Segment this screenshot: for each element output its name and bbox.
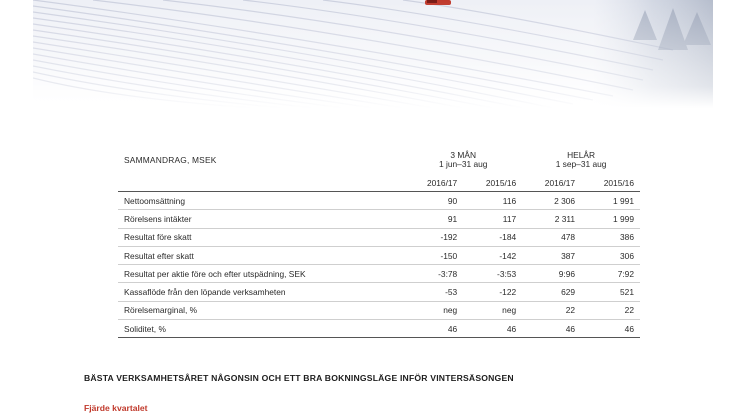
group-header-quarter: 3 MÅN 1 jun–31 aug xyxy=(439,150,488,169)
cell-value: 46 xyxy=(581,320,640,338)
cell-value: 387 xyxy=(522,246,581,264)
cell-value: 9:96 xyxy=(522,265,581,283)
cell-value: neg xyxy=(463,301,522,319)
table-row xyxy=(118,320,640,338)
cell-value: 306 xyxy=(581,246,640,264)
cell-value: 116 xyxy=(463,192,522,210)
column-header: 2016/17 xyxy=(522,174,581,192)
main-heading: BÄSTA VERKSAMHETSÅRET NÅGONSIN OCH ETT BRA BOKNINGSLÄGE INFÖR VINTERSÄSONGEN xyxy=(84,373,514,383)
cell-value: 386 xyxy=(581,228,640,246)
cell-value: 1 999 xyxy=(581,210,640,228)
ski-slope-photo xyxy=(33,0,713,108)
row-label: Resultat efter skatt xyxy=(118,246,404,264)
cell-value: 46 xyxy=(404,320,463,338)
group-header-fullyear: HELÅR 1 sep–31 aug xyxy=(555,150,607,169)
cell-value: -150 xyxy=(404,246,463,264)
cell-value: -53 xyxy=(404,283,463,301)
slope-grooming-lines xyxy=(33,0,713,108)
cell-value: -3:53 xyxy=(463,265,522,283)
column-header: 2015/16 xyxy=(463,174,522,192)
cell-value: 22 xyxy=(522,301,581,319)
column-header: 2016/17 xyxy=(404,174,463,192)
summary-table xyxy=(118,146,640,338)
cell-value: 90 xyxy=(404,192,463,210)
cell-value: 521 xyxy=(581,283,640,301)
cell-value: 117 xyxy=(463,210,522,228)
cell-value: 46 xyxy=(522,320,581,338)
cell-value: 46 xyxy=(463,320,522,338)
table-row xyxy=(118,283,640,301)
row-label: Resultat per aktie före och efter utspädning, SEK xyxy=(118,265,404,283)
table-title: SAMMANDRAG, MSEK xyxy=(124,155,217,165)
row-label: Soliditet, % xyxy=(118,320,404,338)
row-label: Kassaflöde från den löpande verksamheten xyxy=(118,283,404,301)
table-row xyxy=(118,210,640,228)
cell-value: -184 xyxy=(463,228,522,246)
cell-value: neg xyxy=(404,301,463,319)
cell-value: 629 xyxy=(522,283,581,301)
section-heading: Fjärde kvartalet xyxy=(84,403,148,413)
cell-value: -122 xyxy=(463,283,522,301)
table-row xyxy=(118,265,640,283)
row-label: Rörelsemarginal, % xyxy=(118,301,404,319)
table-row xyxy=(118,192,640,210)
row-label: Resultat före skatt xyxy=(118,228,404,246)
column-header: 2015/16 xyxy=(581,174,640,192)
cell-value: 2 306 xyxy=(522,192,581,210)
table-row xyxy=(118,246,640,264)
row-label: Nettoomsättning xyxy=(118,192,404,210)
cell-value: 7:92 xyxy=(581,265,640,283)
cell-value: 22 xyxy=(581,301,640,319)
cell-value: -192 xyxy=(404,228,463,246)
table-row xyxy=(118,228,640,246)
table-row xyxy=(118,301,640,319)
cell-value: 91 xyxy=(404,210,463,228)
cell-value: -3:78 xyxy=(404,265,463,283)
cell-value: -142 xyxy=(463,246,522,264)
cell-value: 1 991 xyxy=(581,192,640,210)
cell-value: 2 311 xyxy=(522,210,581,228)
cell-value: 478 xyxy=(522,228,581,246)
row-label: Rörelsens intäkter xyxy=(118,210,404,228)
